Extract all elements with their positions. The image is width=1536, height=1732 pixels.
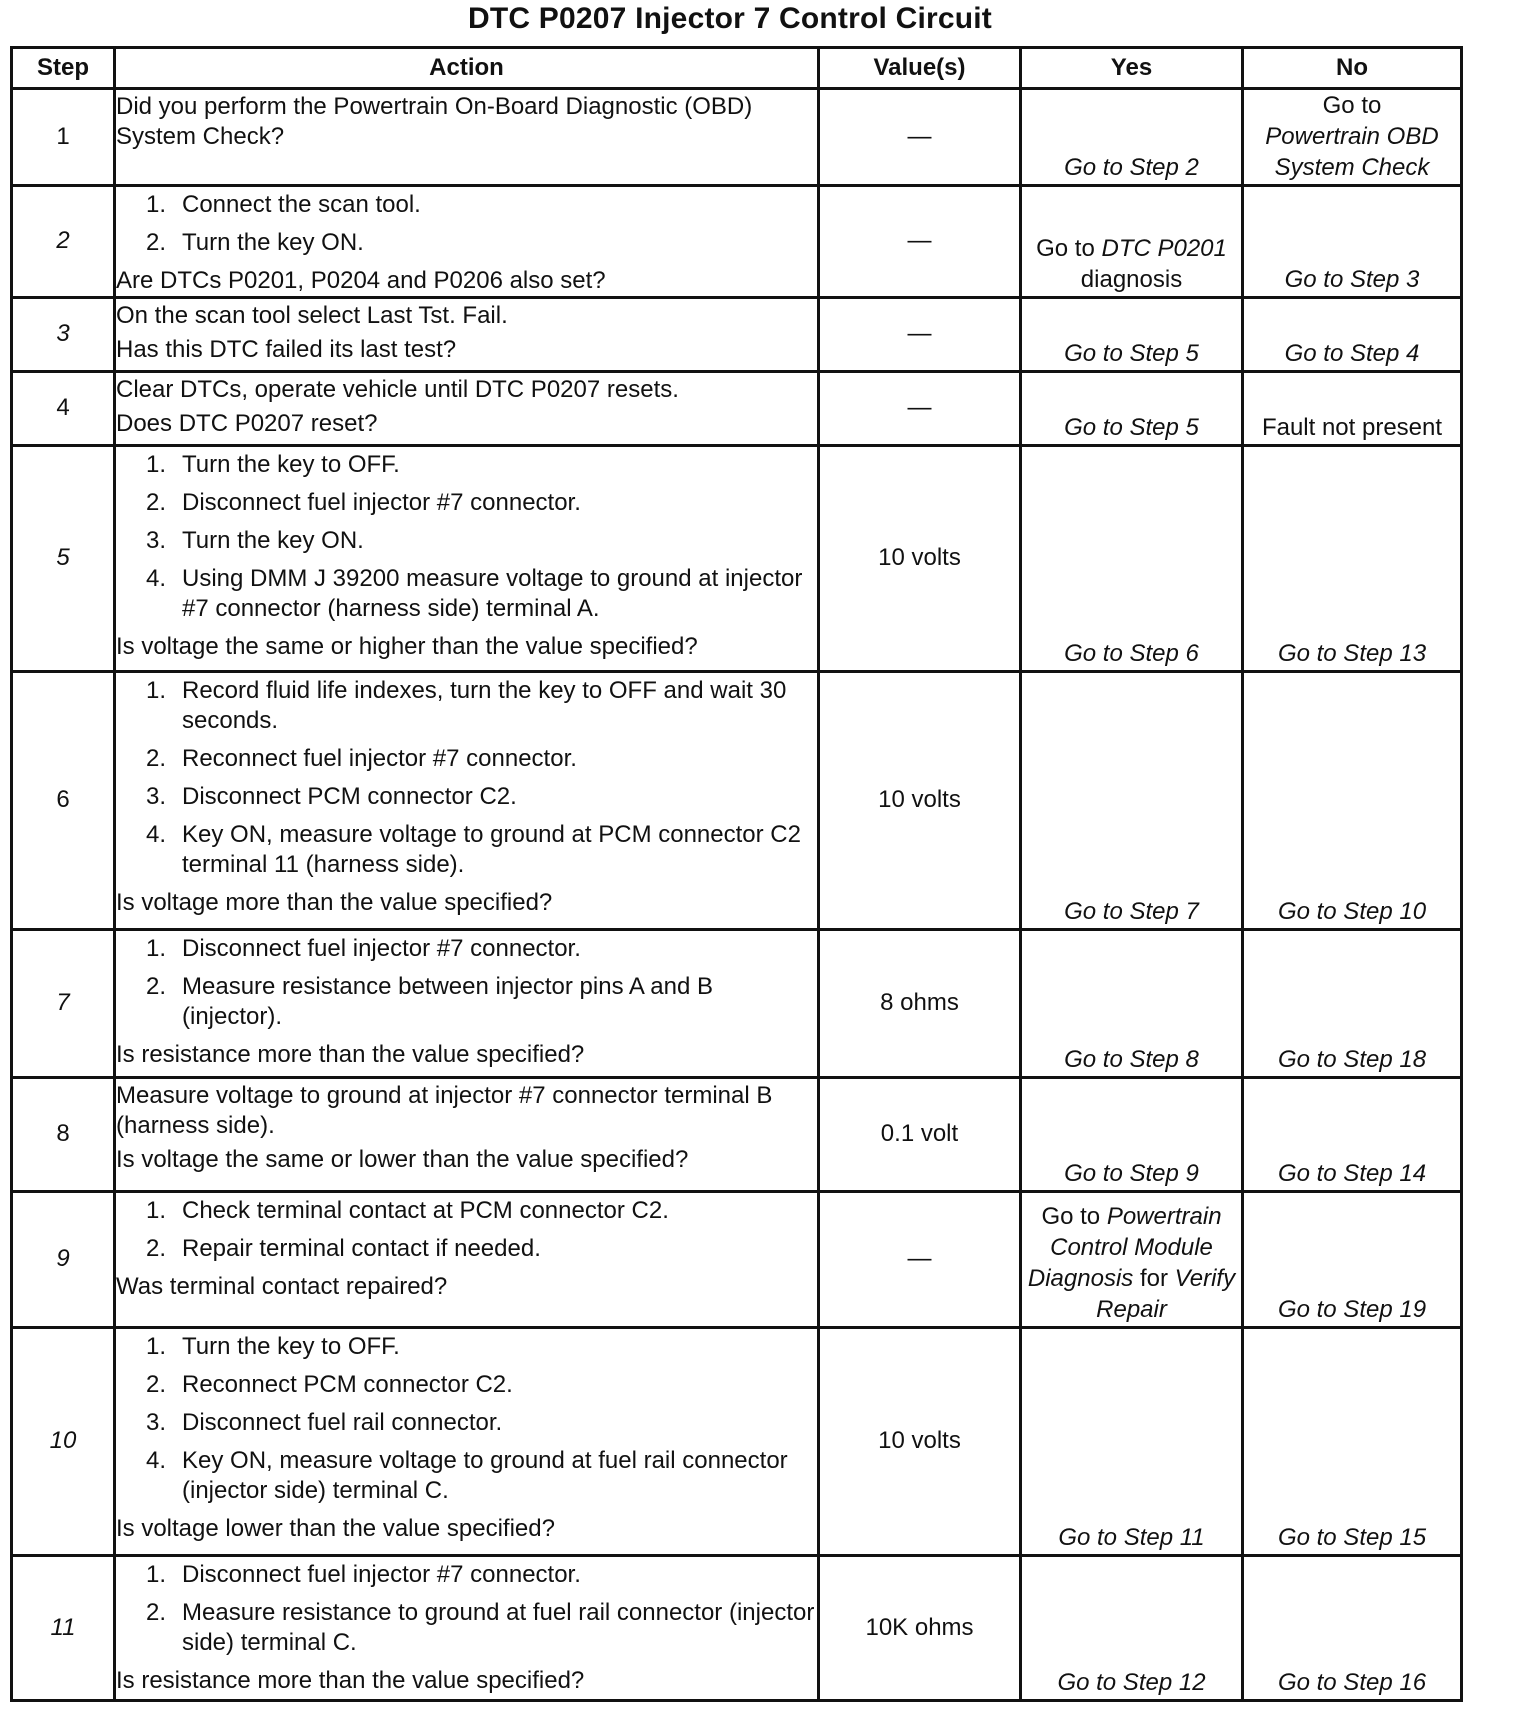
table-row bbox=[12, 1191, 1462, 1327]
action-cell bbox=[115, 1077, 819, 1191]
list-item: 2. Measure resistance to ground at fuel rail connector (injector side) terminal C. bbox=[146, 1598, 815, 1656]
yes-cell bbox=[1021, 185, 1243, 297]
table-row bbox=[12, 297, 1462, 371]
action-cell bbox=[115, 89, 819, 186]
value-cell: 10 volts bbox=[819, 671, 1021, 929]
value-cell: — bbox=[819, 371, 1021, 445]
no-cell: Go to Step 13 bbox=[1243, 445, 1462, 671]
value-cell: 10K ohms bbox=[819, 1555, 1021, 1700]
yes-cell bbox=[1021, 1191, 1243, 1327]
step-number: 7 bbox=[12, 929, 115, 1077]
no-cell: Go to Step 4 bbox=[1243, 297, 1462, 371]
list-item: 2. Reconnect PCM connector C2. bbox=[146, 1370, 513, 1398]
action-cell bbox=[115, 1191, 819, 1327]
list-item: 4. Key ON, measure voltage to ground at fuel rail connector (injector side) terminal C. bbox=[146, 1446, 788, 1504]
step-number: 4 bbox=[12, 371, 115, 445]
step-number: 11 bbox=[12, 1555, 115, 1700]
value-cell: — bbox=[819, 185, 1021, 297]
list-item: 2. Reconnect fuel injector #7 connector. bbox=[146, 744, 577, 772]
list-item: 1. Turn the key to OFF. bbox=[146, 1332, 400, 1360]
step-number: 9 bbox=[12, 1191, 115, 1327]
list-item: 1. Connect the scan tool. bbox=[146, 190, 421, 218]
diagnostic-table bbox=[10, 46, 1463, 1702]
value-cell: — bbox=[819, 1191, 1021, 1327]
table-header-row bbox=[12, 48, 1462, 89]
value-cell: — bbox=[819, 89, 1021, 186]
list-item: 1. Disconnect fuel injector #7 connector. bbox=[146, 1560, 581, 1588]
action-question: Has this DTC failed its last test? bbox=[116, 335, 457, 363]
page-title: DTC P0207 Injector 7 Control Circuit bbox=[468, 2, 992, 35]
no-cell: Go to Step 10 bbox=[1243, 671, 1462, 929]
no-prefix: Go to bbox=[1322, 92, 1382, 119]
no-cell: Go to Step 19 bbox=[1243, 1191, 1462, 1327]
step-number: 6 bbox=[12, 671, 115, 929]
step-number: 1 bbox=[12, 89, 115, 186]
action-cell bbox=[115, 371, 819, 445]
list-item: 1. Check terminal contact at PCM connector C2. bbox=[146, 1196, 669, 1224]
yes-reference: DTC P0201 bbox=[1101, 235, 1227, 263]
list-item: 1. Record fluid life indexes, turn the key to OFF and wait 30 seconds. bbox=[146, 676, 787, 734]
no-cell: Fault not present bbox=[1243, 371, 1462, 445]
value-cell: 8 ohms bbox=[819, 929, 1021, 1077]
step-number: 3 bbox=[12, 297, 115, 371]
action-cell bbox=[115, 445, 819, 671]
action-cell bbox=[115, 1327, 819, 1555]
list-item: 1. Disconnect fuel injector #7 connector. bbox=[146, 934, 581, 962]
yes-cell: Go to Step 6 bbox=[1021, 445, 1243, 671]
header-yes: Yes bbox=[1021, 48, 1243, 89]
table-row bbox=[12, 445, 1462, 671]
action-question: Is resistance more than the value specified? bbox=[116, 1666, 585, 1694]
table-row bbox=[12, 371, 1462, 445]
action-question: Is voltage the same or lower than the value specified? bbox=[116, 1145, 689, 1173]
no-cell: Go to Step 15 bbox=[1243, 1327, 1462, 1555]
list-item: 2. Turn the key ON. bbox=[146, 228, 364, 256]
yes-suffix: diagnosis bbox=[1080, 266, 1183, 294]
action-text: Measure voltage to ground at injector #7 connector terminal B (harness side). bbox=[116, 1081, 773, 1139]
action-cell bbox=[115, 185, 819, 297]
header-step: Step bbox=[12, 48, 115, 89]
yes-reference: Powertrain Control Module Diagnosis bbox=[1027, 1202, 1222, 1293]
header-action: Action bbox=[115, 48, 819, 89]
step-number: 10 bbox=[12, 1327, 115, 1555]
action-question: Is voltage the same or higher than the value specified? bbox=[116, 632, 698, 660]
table-row bbox=[12, 1327, 1462, 1555]
no-cell: Go to Step 18 bbox=[1243, 929, 1462, 1077]
action-question: Does DTC P0207 reset? bbox=[116, 409, 378, 437]
list-item: 4. Using DMM J 39200 measure voltage to ground at injector #7 connector (harness side) terminal A. bbox=[146, 564, 803, 622]
action-text: On the scan tool select Last Tst. Fail. bbox=[116, 301, 508, 329]
value-cell: 0.1 volt bbox=[819, 1077, 1021, 1191]
no-cell bbox=[1243, 89, 1462, 186]
yes-suffix: Verify Repair bbox=[1096, 1265, 1236, 1324]
yes-cell: Go to Step 5 bbox=[1021, 371, 1243, 445]
list-item: 3. Disconnect fuel rail connector. bbox=[146, 1408, 503, 1436]
yes-cell: Go to Step 11 bbox=[1021, 1327, 1243, 1555]
header-no: No bbox=[1243, 48, 1462, 89]
list-item: 4. Key ON, measure voltage to ground at PCM connector C2 terminal 11 (harness side). bbox=[146, 820, 801, 878]
list-item: 2. Measure resistance between injector pins A and B (injector). bbox=[146, 972, 713, 1030]
action-cell bbox=[115, 1555, 819, 1700]
action-question: Is resistance more than the value specified? bbox=[116, 1040, 585, 1068]
yes-prefix: Go to bbox=[1036, 235, 1095, 263]
list-item: 3. Turn the key ON. bbox=[146, 526, 364, 554]
step-number: 2 bbox=[12, 185, 115, 297]
value-cell: 10 volts bbox=[819, 1327, 1021, 1555]
action-cell bbox=[115, 671, 819, 929]
table-row bbox=[12, 1077, 1462, 1191]
list-item: 3. Disconnect PCM connector C2. bbox=[146, 782, 517, 810]
no-cell: Go to Step 16 bbox=[1243, 1555, 1462, 1700]
list-item: 2. Repair terminal contact if needed. bbox=[146, 1234, 541, 1262]
no-reference: Powertrain OBD System Check bbox=[1265, 123, 1439, 182]
table-row bbox=[12, 929, 1462, 1077]
no-cell: Go to Step 14 bbox=[1243, 1077, 1462, 1191]
action-text: Clear DTCs, operate vehicle until DTC P0207 resets. bbox=[116, 375, 679, 403]
yes-prefix: Go to bbox=[1041, 1202, 1101, 1230]
header-values: Value(s) bbox=[819, 48, 1021, 89]
list-item: 1. Turn the key to OFF. bbox=[146, 450, 400, 478]
table-row bbox=[12, 1555, 1462, 1700]
action-text: Did you perform the Powertrain On-Board Diagnostic (OBD) System Check? bbox=[116, 93, 753, 150]
no-cell: Go to Step 3 bbox=[1243, 185, 1462, 297]
step-number: 5 bbox=[12, 445, 115, 671]
yes-cell: Go to Step 8 bbox=[1021, 929, 1243, 1077]
yes-cell: Go to Step 5 bbox=[1021, 297, 1243, 371]
action-question: Is voltage lower than the value specified? bbox=[116, 1514, 555, 1542]
value-cell: 10 volts bbox=[819, 445, 1021, 671]
action-question: Was terminal contact repaired? bbox=[116, 1272, 448, 1300]
yes-cell: Go to Step 2 bbox=[1021, 89, 1243, 186]
table-row bbox=[12, 185, 1462, 297]
yes-cell: Go to Step 12 bbox=[1021, 1555, 1243, 1700]
action-cell bbox=[115, 297, 819, 371]
table-row bbox=[12, 89, 1462, 186]
action-question: Are DTCs P0201, P0204 and P0206 also set? bbox=[116, 266, 606, 294]
action-cell bbox=[115, 929, 819, 1077]
value-cell: — bbox=[819, 297, 1021, 371]
table-row bbox=[12, 671, 1462, 929]
yes-connector: for bbox=[1139, 1265, 1168, 1293]
action-question: Is voltage more than the value specified? bbox=[116, 888, 553, 916]
step-number: 8 bbox=[12, 1077, 115, 1191]
yes-cell: Go to Step 9 bbox=[1021, 1077, 1243, 1191]
yes-cell: Go to Step 7 bbox=[1021, 671, 1243, 929]
list-item: 2. Disconnect fuel injector #7 connector. bbox=[146, 488, 581, 516]
